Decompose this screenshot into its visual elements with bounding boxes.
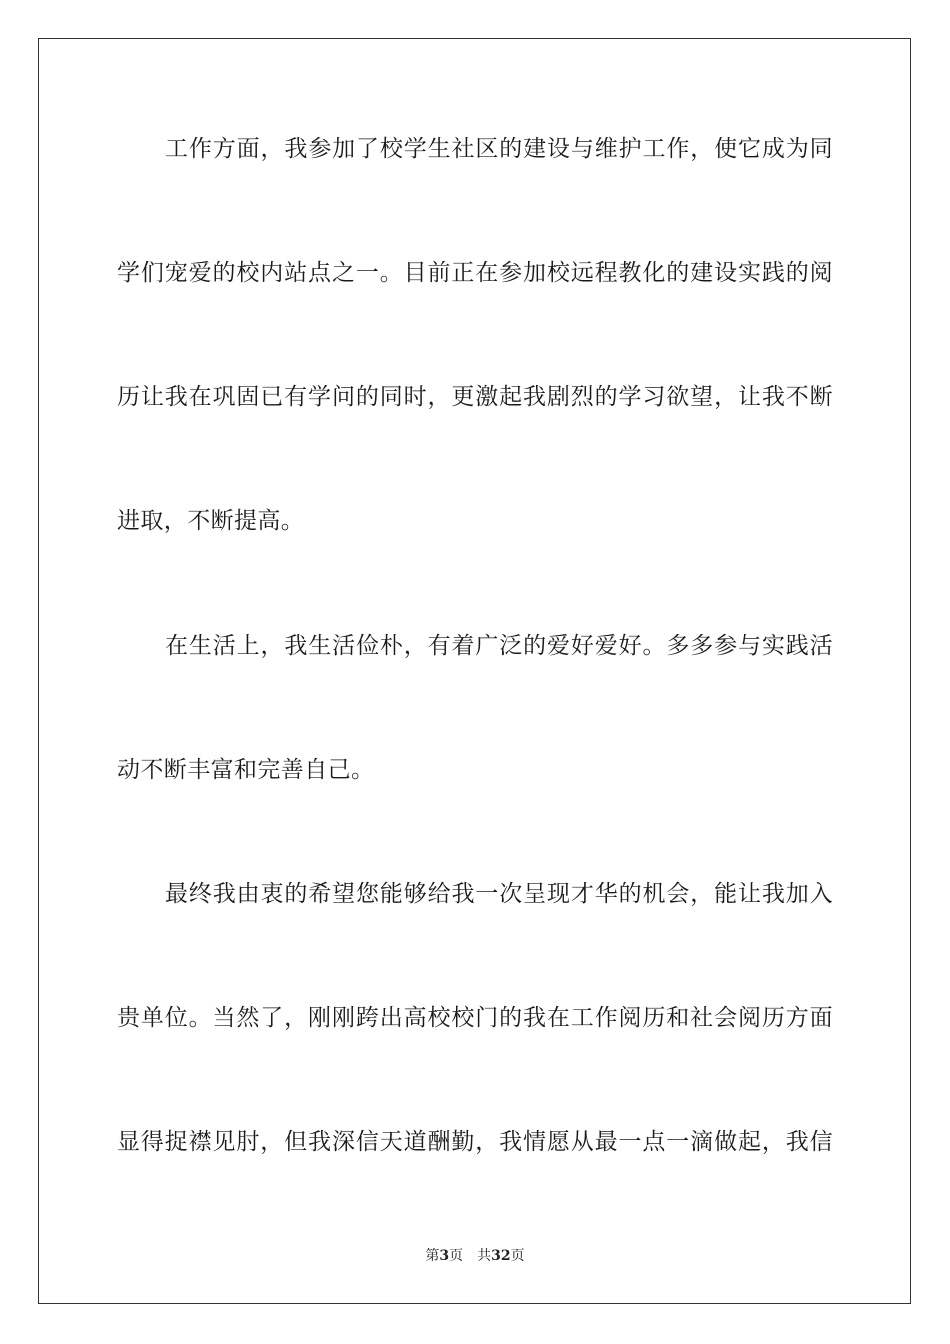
footer-page-prefix: 第 — [425, 1248, 440, 1264]
paragraph-2-line-1: 在生活上，我生活俭朴，有着广泛的爱好爱好。多多参与实践活 — [165, 633, 833, 659]
page-border — [38, 38, 911, 1304]
paragraph-1-line-1: 工作方面，我参加了校学生社区的建设与维护工作，使它成为同 — [165, 136, 833, 162]
footer-total-prefix: 共 — [477, 1248, 492, 1264]
footer-page-total: 32 — [491, 1248, 511, 1264]
footer-total-unit: 页 — [510, 1248, 525, 1264]
page-footer — [0, 1247, 950, 1265]
paragraph-2-line-2: 动不断丰富和完善自己。 — [117, 757, 375, 783]
paragraph-1-line-4: 进取，不断提高。 — [117, 508, 305, 534]
paragraph-3-line-1: 最终我由衷的希望您能够给我一次呈现才华的机会，能让我加入 — [165, 881, 833, 907]
paragraph-3-line-3: 显得捉襟见肘，但我深信天道酬勤，我情愿从最一点一滴做起，我信 — [117, 1129, 833, 1155]
paragraph-1-line-3: 历让我在巩固已有学问的同时，更激起我剧烈的学习欲望，让我不断 — [117, 384, 833, 410]
footer-page-current: 3 — [439, 1248, 450, 1264]
paragraph-1-line-2: 学们宠爱的校内站点之一。目前正在参加校远程教化的建设实践的阅 — [117, 260, 833, 286]
footer-page-unit: 页 — [449, 1248, 464, 1264]
paragraph-3-line-2: 贵单位。当然了，刚刚跨出高校校门的我在工作阅历和社会阅历方面 — [117, 1005, 833, 1031]
